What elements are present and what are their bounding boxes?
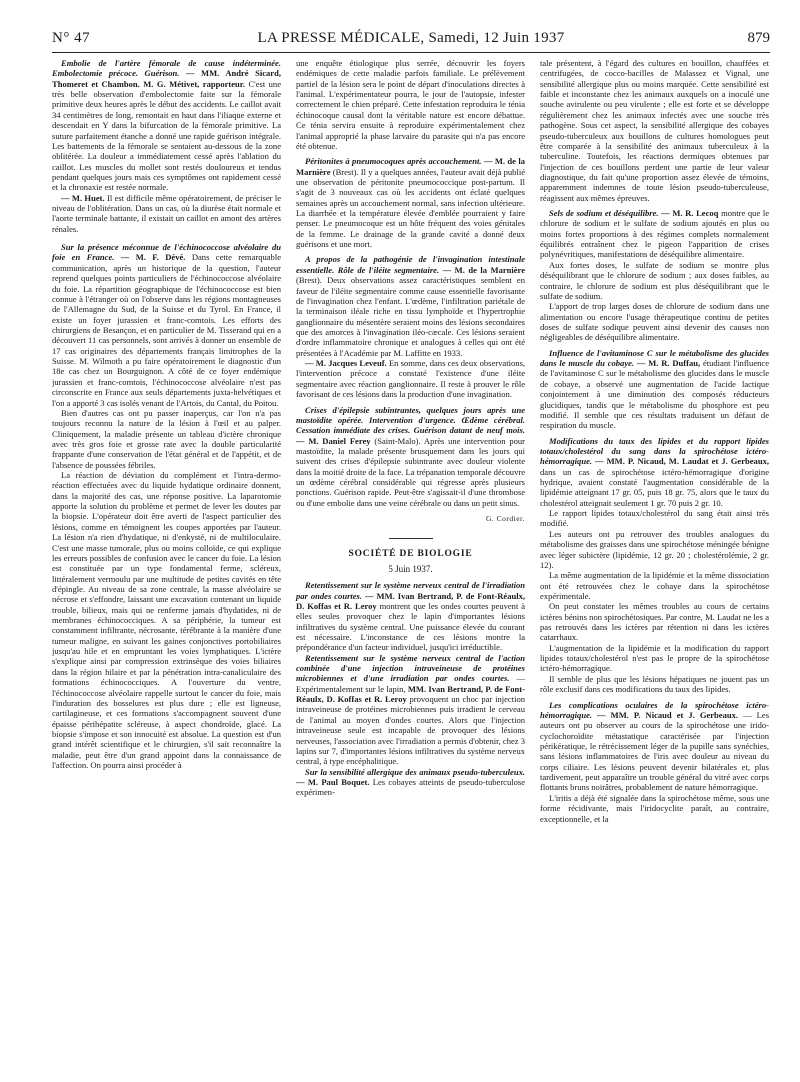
paragraph: L'apport de trop larges doses de chlorure de sodium dans une alimentation ou encore l'usage thérapeutique continu de petites doses de sulfate sodique peuvent ainsi devenir des causes non négligeables de déséquilibre alimentaire. bbox=[540, 301, 769, 343]
paragraph-continued: tale présentent, à l'égard des cultures en bouillon, chauffées et centrifugées, de cocco-bacilles de Malassez et Vignal, une sensibilité allergique plus ou moins marquée. Cette sensibilité est faible et inconstante chez les animaux auxquels on a inoculé une souche avirulente ou peu virulente ; elle est forte et se développe régulièrement chez les animaux infectés avec une souche très pathogène. Sous cet aspect, la sensibilité allergique des cobayes pseudo-tuberculeux aux bouillons de cultures homologues peut être comparée à la sensibilité des animaux tuberculeux à la tuberculine. Toutefois, les réactions dermiques obtenues par l'injection de ces bouillons perdent une partie de leur valeur diagnostique, du fait qu'une proportion assez élevée de témoins, apparemment indemnes de toute lésion pseudo-tuberculeuse, réagissent aux mêmes épreuves. bbox=[540, 58, 769, 203]
article-body: — Les auteurs ont pu observer au cours de la spirochétose une irido-cyclochoroïdite métastatique caractérisée par l'injection périkératique, le rétrécissement léger de la pupille sans synéchies, sans lésions inflammatoires de l'iris avec douleur au niveau du corps ciliaire. Les lésions peuvent devenir bilatérales et, plus tardivement, peut apparaître un trouble général du vitré avec corps flottants bruns noirâtres, probablement de nature hémorragique. bbox=[540, 709, 770, 793]
article-author: — M. Paul Boquet. bbox=[296, 777, 370, 787]
article-authors: MM. Ivan Bertrand, P. de Font-Réaulx, D. Koffas et R. Leroy bbox=[296, 683, 526, 705]
article-epilepsie bbox=[296, 405, 525, 509]
article-author: — M. R. Duffau, bbox=[636, 358, 701, 369]
article-authors: — MM. Ivan Bertrand, P. de Font-Réaulx, D. Koffas et R. Leroy bbox=[296, 590, 526, 611]
paragraph: L'augmentation de la lipidémie et la modification du rapport lipides totaux/cholestérol n'est pas le propre de la spirochétose ictéro-hémorragique. bbox=[540, 642, 769, 674]
paragraph: Aux fortes doses, le sulfate de sodium se montre plus déséquilibrant que le chlorure de sodium ; aux doses faibles, au contraire, le chlorure de sodium est plus déséquilibrant que le sulfate de sodium. bbox=[540, 259, 769, 301]
article-author: — M. de la Marnière bbox=[442, 264, 525, 275]
article-author: — M. F. Dévé. bbox=[120, 252, 186, 263]
column-3 bbox=[540, 58, 769, 824]
paragraph: Il semble de plus que les lésions hépatiques ne jouent pas un rôle exclusif dans ces modifications du taux des lipides. bbox=[540, 673, 769, 695]
article-ondes-courtes bbox=[296, 580, 525, 653]
article-body: montre que le chlorure de sodium et le sulfate de sodium ajoutés en plus ou moins fortes proportions à des régimes complets normalement équilibrés entraînent chez le pigeon l'apparition de crises polynévritiques, manifestations de déséquilibre alimentaire. bbox=[540, 208, 770, 260]
article-complications-oculaires bbox=[540, 700, 769, 793]
article-body: Dans cette remarquable communication, après un historique de la question, l'auteur reprend quelques points particuliers de l'échinococcose alvéolaire du foie. La répartition géographique de l'échinococcose est bien connue à l'étranger où on l'observe dans les régions montagneuses de l'Allemagne du Sud, de la Suisse et du Tyrol. En France, il existe un foyer jurassien et franc-comtois. Les efforts des chirurgiens de Besançon, et en particulier de M. Tisserand qui en a découvert 11 cas personnels, sont arrivés à donner un ensemble de 17 cas originaires des départements français limitrophes de la Suisse. M. Wilmoth a pu faire opératoirement le diagnostic d'un 18e cas chez un Bourguignon. A côté de ce foyer endémique jurassien et franc-comtois, l'échinococcose alvéolaire n'est pas circonscrite en France aux seuls départements juxta-helvétiques et l'on a apporté 3 cas isolés venant de l'Artois, du Cantal, du Poitou. bbox=[52, 252, 282, 408]
article-lipides bbox=[540, 436, 769, 509]
article-echinococcose bbox=[52, 242, 281, 408]
discussion-leveuf bbox=[296, 358, 525, 399]
article-title: Embolie de l'artère fémorale de cause indéterminée. Embolectomie précoce. Guérison. bbox=[52, 58, 281, 79]
article-sels-sodium bbox=[540, 208, 769, 260]
article-avitaminose bbox=[540, 348, 769, 431]
author-signature: G. Cordier. bbox=[485, 514, 525, 524]
article-body: dans un cas de spirochétose ictéro-hémorragique d'origine hydrique, avaient constaté l'augmentation considérable de la lipidémie atteignant 17 gr. 05, puis 18 gr. 75, alors que le taux du cholestérol atteignait seulement 1 gr. 70 puis 2 gr. 10. bbox=[540, 466, 769, 508]
section-date: 5 Juin 1937. bbox=[388, 563, 433, 574]
column-1 bbox=[52, 58, 281, 770]
section-heading: SOCIÉTÉ DE BIOLOGIE bbox=[348, 549, 473, 560]
text-columns bbox=[52, 58, 770, 1068]
article-title: Les complications oculaires de la spirochétose ictéro-hémorragique. bbox=[540, 699, 769, 720]
article-author: — M. Daniel Ferey bbox=[296, 435, 371, 446]
article-author: — M. R. Lecoq bbox=[661, 208, 719, 219]
article-body: (Saint-Malo). Après une intervention pour mastoïdite, la malade présente brusquement dans les jours qui suivent des crises d'épilepsie subintrante avec douleur violente dans la moitié droite de la face. La trépanation temporale découvre un œdème cérébral considérable qui régresse après plusieurs ponctions. Guérison rapide. Peut-être s'agissait-il d'une thrombose ou d'une embolie dans une veine cérébrale ou dans un petit sinus. bbox=[296, 435, 525, 508]
article-body: (Brest). Il y a quelques années, l'auteur avait déjà publié une observation de péritonite pneumococcique post-partum. Il s'agit de 3 nouveaux cas où les accidents ont éclaté quelques semaines après un accouchement normal, sans infection ultérieure. La diarrhée et la température élevée d'emblée pourraient y faire penser. Le pneumocoque est un hôte fréquent des voies génitales de la femme. Le drainage de la grande cavité a donné deux guérisons et une mort. bbox=[296, 166, 526, 250]
article-title: Péritonites à pneumocoques après accouchement. bbox=[305, 156, 482, 167]
article-body: — Expérimentalement sur le lapin, bbox=[296, 673, 525, 694]
journal-title: LA PRESSE MÉDICALE, Samedi, 12 Juin 1937 bbox=[257, 30, 565, 46]
paragraph: On peut constater les mêmes troubles au cours de certains ictères bénins non spirochétosiques. Par contre, M. Laudat ne les a pas retrouvés dans les ictères par rétention ni dans les ictères catarrhaux. bbox=[540, 601, 769, 643]
article-title: Sur la sensibilité allergique des animaux pseudo-tuberculeux. bbox=[305, 766, 525, 777]
article-title: Retentissement sur le système nerveux central de l'action combinée d'une injection intraveineuse de protéines microbiennes et d'une irradiation par ondes courtes. bbox=[296, 652, 525, 684]
article-action-combinee bbox=[296, 653, 525, 767]
article-peritonites bbox=[296, 156, 525, 249]
discussant-name: — M. Jacques Leveuf. bbox=[305, 358, 387, 369]
issue-number: N° 47 bbox=[52, 30, 91, 46]
newspaper-page bbox=[52, 0, 770, 1082]
article-body: Les cobayes atteints de pseudo-tuberculose expérimen- bbox=[296, 777, 526, 798]
article-authors: — MM. P. Nicaud, M. Laudat et J. Gerbeaux, bbox=[595, 456, 769, 467]
article-authors: — MM. André Sicard, Thomeret et Chambon. bbox=[52, 68, 281, 89]
paragraph: La réaction de déviation du complément et l'intra-dermo-réaction effectuées avec du liquide hydatique ordinaire donnent, dans la majorité des cas, une réponse positive. La laparotomie apporte la solution du problème et permet de lever les doutes par la biopsie. L'opérateur doit être averti de l'aspect particulier des lésions, comme en témoignent les coupes apportées par l'auteur. La lésion n'a rien d'hydatique, ni d'enkysté, ni de multiloculaire. C'est une masse tumorale, plus ou moins colloïde, ce qui explique les erreurs possibles de confusion avec le cancer du foie. La lésion est constituée par un type fondamental ferme, scléreux, littéralement vermoulu par une multitude de petites cavités en tête d'épingle. Au niveau de sa zone centrale, la masse alvéolaire se nécrose et s'effondre, laissant une excavation contenant un liquide trouble, bilieux, mais qui ne renferme jamais d'hydatides, ni de membranes échinococciques. A sa périphérie, la tumeur est constamment infiltrante, nécrosante, térébrante à la manière d'une tumeur maligne, en suivant les gaines conjonctives portobiliaires jusqu'au hile et en empruntant les voies lymphatiques. L'ictère s'explique ainsi par compression extrinsèque des voies biliaires dans la région hilaire et par la pénétration intra-canaliculaire des formations échinococciques. A l'ouverture du ventre, l'échinococcose alvéolaire rappelle surtout le cancer du foie, mais l'induration des bosselures est plus dure ; elle est ligneuse, cartilagineuse, et ces formations s'accompagnent souvent d'une épaisse périhépatite scléreuse, à aspect chondroïde, glacé. La biopsie s'impose et son innocuité est absolue. La question est d'un grand intérêt scientifique et le chirurgien, s'il sait reconnaître la maladie, peut être d'un grand appoint dans la connaissance de l'affection. On pourra ainsi procéder à bbox=[52, 470, 281, 771]
article-body: montrent que les ondes courtes peuvent à elles seules provoquer chez le lapin d'importantes lésions infiltratives du système central. Une puissance élevée du courant est nécessaire. L'inconstance de ces lésions montre la prépondérance d'un facteur individuel, jusqu'ici irréductible. bbox=[296, 600, 526, 653]
paragraph: Bien d'autres cas ont pu passer inaperçus, car l'on n'a pas toujours reconnu la nature de la lésion à l'œil et au palper. Cliniquement, la maladie présente un tableau d'ictère chronique avec très gros foie et grosse rate avec la double particularité frappante d'une conservation de l'état général et de l'appétit, et de l'absence de poussées fébriles. bbox=[52, 407, 281, 470]
discussion-huet bbox=[52, 193, 281, 234]
article-invagination bbox=[296, 254, 525, 358]
article-title: A propos de la pathogénie de l'invagination intestinale essentielle. Rôle de l'iléite segmentaire. bbox=[296, 254, 525, 275]
discussant-name: — M. Huet. bbox=[61, 192, 105, 203]
article-title: Sels de sodium et déséquilibre. bbox=[549, 208, 659, 219]
paragraph: L'iritis a déjà été signalée dans la spirochétose même, sous une forme récidivante, mais l'iridocyclite paraît, au contraire, exceptionnelle, et la bbox=[540, 792, 769, 824]
article-title: Retentissement sur le système nerveux central de l'irradiation par ondes courtes. bbox=[296, 580, 525, 601]
paragraph: Le rapport lipides totaux/cholestérol du sang était ainsi très modifié. bbox=[540, 508, 769, 529]
article-title: Modifications du taux des lipides et du rapport lipides totaux/cholestérol du sang dans la spirochétose ictéro-hémorragique. bbox=[540, 435, 769, 467]
discussion-body: Il est difficile même opératoirement, de préciser le niveau de l'oblitération. Dans un cas, où la diurèse était normale et l'aorte terminale battante, il existait un caillot en amont des artères rénales. bbox=[52, 192, 282, 234]
column-2 bbox=[296, 58, 525, 798]
article-author: — M. de la Marnière bbox=[296, 156, 525, 177]
paragraph: Les auteurs ont pu retrouver des troubles analogues du métabolisme des graisses dans une spirochétose méningée bénigne avec léger subictère (lipidémie, 12 gr. 20 ; cholestérolémie, 2 gr. 12). bbox=[540, 528, 769, 570]
article-body: C'est une très belle observation d'embolectomie faite sur la fémorale primitive deux heures après le début des accidents. Le caillot avait 34 centimètres de long, remontait en haut dans l'iliaque externe et descendait en Y dans la bifurcation de la fémorale primitive. La suture parfaitement étanche a donné une rapide guérison intégrale. Les battements de la fémorale se sentaient au-dessous de la zone oblitérée. La douleur a immédiatement cessé après l'ablation du caillot. Les muscles du mollet sont restés douloureux et tendus pendant quelques jours mais ces symptômes ont rapidement cessé et la chronaxie est restée normale. bbox=[52, 78, 282, 193]
article-body: provoquent un choc par injection intraveineuse de protéines microbiennes puis irradient le cerveau de l'animal au moyen d'ondes courtes. Alors que l'injection intraveineuse seule est incapable de provoquer des lésions nerveuses, l'association avec l'irradiation a permis d'obtenir, chez 3 lapins sur 7, d'importantes lésions infiltratives du système nerveux central, à type encéphalitique. bbox=[296, 694, 525, 767]
article-embolie bbox=[52, 58, 281, 193]
page-number: 879 bbox=[747, 30, 770, 46]
article-authors: — MM. P. Nicaud et J. Gerbeaux. bbox=[597, 709, 739, 720]
article-title: Sur la présence méconnue de l'échinococcose alvéolaire du foie en France. bbox=[52, 242, 281, 263]
article-reporter: M. G. Métivet, rapporteur. bbox=[143, 78, 245, 89]
section-divider bbox=[389, 538, 433, 539]
article-body: étudiant l'influence de l'avitaminose C sur le métabolisme des glucides dans le muscle de cobaye, a observé une augmentation de l'acide lactique conjointement à une diminution des composés réducteurs glucidiques, tandis que le métabolisme du phosphore est peu modifié. Il semble que ces résultats traduisent un défaut de respiration du muscle. bbox=[540, 358, 769, 431]
article-sensibilite bbox=[296, 767, 525, 798]
page-header bbox=[52, 28, 770, 53]
article-title: Influence de l'avitaminose C sur le métabolisme des glucides dans le muscle du cobaye. bbox=[540, 347, 769, 369]
paragraph-continued: une enquête étiologique plus serrée, découvrir les foyers endémiques de cette maladie parfois familiale. Le prélèvement partiel de la lésion sera le point de départ d'inoculations directes à l'animal. L'expérimentateur pourra, le jour de l'autopsie, infester correctement le chien préparé. Cette infestation reproduira le ténia échinocoque causal dont la véritable nature est encore débattue. Ce ténia servira ensuite à reproduire expérimentalement chez l'animal approprié la phase larvaire du parasite qui n'a pas encore été obtenue. bbox=[296, 58, 525, 151]
discussion-body: En somme, dans ces deux observations, l'intervention précoce a constaté l'existence d'une iléite segmentaire avec réaction ganglionnaire. Il reste à prouver le rôle favorisant de ces lésions dans la production d'une invagination. bbox=[296, 358, 525, 400]
article-title: Crises d'épilepsie subintrantes, quelques jours après une mastoïdite opérée. Intervention d'urgence. Œdème cérébral. Cessation immédiate des crises. Guérison datant de neuf mois. bbox=[296, 404, 525, 436]
paragraph: La même augmentation de la lipidémie et la même dissociation ont été retrouvées chez le cobaye dans la spirochétose expérimentale. bbox=[540, 570, 769, 601]
article-body: (Brest). Deux observations assez caractéristiques semblent en faveur de l'iléite segmentaire comme cause essentielle favorisante de l'invagination chez l'enfant. L'œdème, l'infiltration pariétale de la terminaison iléale riche en tissu lymphoïde et l'hypertrophie ganglionnaire du mésentère seraient moins des lésions secondaires que des amorces à l'invagination iléo-cæcale. Ces lésions seraient d'ordre inflammatoire chronique et analogues à celles qui ont été présentées à l'Académie par M. Laffitte en 1933. bbox=[296, 275, 525, 358]
